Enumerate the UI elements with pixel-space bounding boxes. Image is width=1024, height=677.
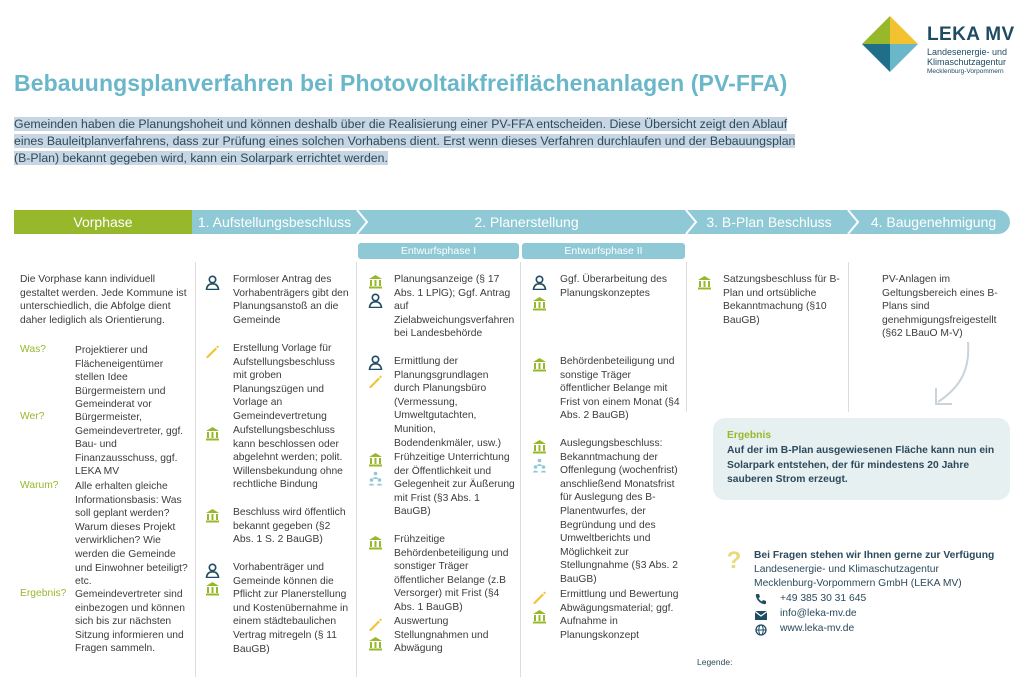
result-text: Auf der im B-Plan ausgewiesenen Fläche kann nun ein Solarpark entstehen, der für mindestens 20 Jahre sauberen Strom erzeugt. — [727, 445, 995, 485]
contact-org-line-2: Mecklenburg-Vorpommern GmbH (LEKA MV) — [754, 578, 962, 589]
intro-text: Gemeinden haben die Planungshoheit und können deshalb über die Realisierung einer PV-FFA entscheiden. Diese Übersicht zeigt den Ablauf eines Bauleitplanverfahrens, dass zur Prüfung eines solchen Vorhabens dient. Erst wenn dieses Verfahren durchlaufen und der Bebauungsplan (B-Plan) bekannt gegeben wird, kann ein Solarpark errichtet werden. — [14, 117, 796, 165]
logo-sub-line-3: Mecklenburg-Vorpommern — [927, 68, 1004, 75]
person-icon — [368, 355, 383, 370]
building-icon — [205, 426, 220, 441]
divider — [848, 262, 849, 412]
logo-sub-line-2: Klimaschutzagentur — [927, 57, 1007, 67]
question-label: Ergebnis? — [20, 588, 67, 599]
arrow-down-left-icon — [928, 340, 976, 410]
question-mark-icon — [726, 548, 742, 572]
question-text: Bürgermeister, Gemeindevertreter, ggf. Bau- und Finanzausschuss, ggf. LEKA MV — [75, 412, 184, 478]
building-icon — [368, 535, 383, 550]
entry-text: Erstellung Vorlage für Aufstellungsbeschluss mit groben Planungszügen und Vorlage an Gemeindevertretung — [233, 343, 335, 422]
question-text: Gemeindevertreter sind einbezogen und können sich bis zur nächsten Sitzung informieren und Fragen sammeln. — [75, 589, 185, 655]
entry-text: Formloser Antrag des Vorhabenträgers gibt den Planungsanstoß an die Gemeinde — [233, 274, 349, 326]
logo-name: LEKA MV — [927, 24, 1015, 45]
person-icon — [205, 563, 220, 578]
building-icon — [205, 508, 220, 523]
globe-icon — [754, 624, 768, 636]
entry-text: PV-Anlagen im Geltungsbereich eines B-Plans sind genehmigungsfreigestellt (§62 LBauO M-V) — [882, 274, 998, 340]
people-icon — [368, 471, 383, 486]
pencil-icon — [368, 374, 383, 389]
entry-text: Auslegungsbeschluss: Bekanntmachung der Offenlegung (wochenfrist) anschließend Monatsfrist für Auslegung des B-Planentwurfes, der Begründung und des Umweltberichts und Möglichkeit zur Stellungnahme (§3 Abs. 2 BauGB) — [560, 438, 678, 585]
building-icon — [532, 296, 547, 311]
building-icon — [368, 452, 383, 467]
entwurfsphase-1: Entwurfsphase I — [358, 243, 519, 259]
person-icon — [205, 275, 220, 290]
logo-sub-line-1: Landesenergie- und — [927, 47, 1008, 57]
phone-icon — [754, 593, 768, 605]
question-label: Warum? — [20, 480, 59, 491]
contact-email-link[interactable]: info@leka-mv.de — [780, 608, 857, 619]
result-title: Ergebnis — [727, 430, 772, 441]
intro-paragraph — [14, 116, 799, 167]
divider — [195, 262, 196, 677]
phase-bplan-beschluss: 3. B-Plan Beschluss — [706, 214, 832, 230]
entry-text: Frühzeitige Unterrichtung der Öffentlichkeit und Gelegenheit zur Äußerung mit Frist (§3 Abs. 1 BauGB) — [394, 452, 515, 518]
divider — [520, 262, 521, 677]
building-icon — [532, 609, 547, 624]
entry-text: Planungsanzeige (§ 17 Abs. 1 LPlG); Ggf. Antrag auf Zielabweichungsverfahren bei Landesbehörde — [394, 274, 515, 340]
entry-text: Ggf. Überarbeitung des Planungskonzeptes — [560, 274, 668, 299]
logo-subtitle — [927, 47, 1007, 77]
people-icon — [532, 458, 547, 473]
person-icon — [532, 275, 547, 290]
entry-text: Auswertung Stellungnahmen und Abwägung — [394, 616, 489, 655]
phase-aufstellungsbeschluss: 1. Aufstellungsbeschluss — [197, 214, 352, 230]
phase-planerstellung: 2. Planerstellung — [474, 214, 579, 230]
phase-baugenehmigung: 4. Baugenehmigung — [870, 214, 997, 230]
page-title: Bebauungsplanverfahren bei Photovoltaikfreiflächenanlagen (PV-FFA) — [14, 70, 788, 96]
entry-text: Satzungsbeschluss für B-Plan und ortsübliche Bekanntmachung (§10 BauGB) — [723, 274, 840, 326]
person-icon — [368, 293, 383, 308]
contact-phone[interactable]: +49 385 30 31 645 — [780, 593, 867, 604]
mail-icon — [754, 609, 768, 621]
building-icon — [532, 357, 547, 372]
contact-title: Bei Fragen stehen wir Ihnen gerne zur Verfügung — [754, 550, 995, 561]
pencil-icon — [368, 617, 383, 632]
entry-text: Aufstellungsbeschluss kann beschlossen oder abgelehnt werden; polit. Willensbekundung ohne rechtliche Bindung — [233, 425, 343, 491]
entry-text: Behördenbeteiligung und sonstige Träger öffentlicher Belange mit Frist von einem Monat (§4 Abs. 2 BauGB) — [560, 356, 680, 422]
entry-text: Ermittlung der Planungsgrundlagen durch Planungsbüro (Vermessung, Umweltgutachten, Munition, Bodendenkmäler, usw.) — [394, 356, 502, 449]
entry-text: Frühzeitige Behördenbeteiligung und sonstiger Träger öffentlicher Belange (z.B Versorger) mit Frist (§4 Abs. 1 BauGB) — [394, 534, 509, 613]
building-icon — [697, 275, 712, 290]
phase-vorphase: Vorphase — [73, 214, 133, 230]
contact-web-link[interactable]: www.leka-mv.de — [780, 623, 855, 634]
entry-text: Ermittlung und Bewertung Abwägungsmaterial; ggf. Aufnahme in Planungskonzept — [560, 589, 679, 641]
divider — [356, 262, 357, 677]
entwurfsphase-2: Entwurfsphase II — [522, 243, 685, 259]
building-icon — [532, 439, 547, 454]
building-icon — [205, 581, 220, 596]
pencil-icon — [205, 344, 220, 359]
leka-logo-mark-icon — [862, 16, 918, 72]
vorphase-intro: Die Vorphase kann individuell gestaltet werden. Jede Kommune ist unterschiedlich, die Abfolge dient daher lediglich als Orientierung. — [20, 274, 187, 326]
contact-org-line-1: Landesenergie- und Klimaschutzagentur — [754, 564, 939, 575]
building-icon — [368, 636, 383, 651]
legend-label: Legende: — [697, 657, 733, 667]
building-icon — [368, 274, 383, 289]
question-text: Projektierer und Flächeneigentümer stellen Idee Bürgermeistern und Gemeinderat vor — [75, 345, 166, 411]
question-label: Was? — [20, 344, 46, 355]
question-text: Alle erhalten gleiche Informationsbasis: Was soll geplant werden? Warum dieses Projekt verwirklichen? Wie werden die Gemeinde und Einwohner beteiligt? etc. — [75, 481, 188, 588]
divider — [686, 262, 687, 412]
entry-text: Vorhabenträger und Gemeinde können die Pflicht zur Planerstellung und Kostenübernahme in einem städtebaulichen Vertrag mitregeln (§ 11 BauGB) — [233, 562, 349, 655]
entry-text: Beschluss wird öffentlich bekannt gegeben (§2 Abs. 1 S. 2 BauGB) — [233, 507, 346, 546]
question-label: Wer? — [20, 411, 45, 422]
svg-text:?: ? — [726, 548, 742, 572]
leka-logo — [862, 16, 1022, 80]
pencil-icon — [532, 590, 547, 605]
